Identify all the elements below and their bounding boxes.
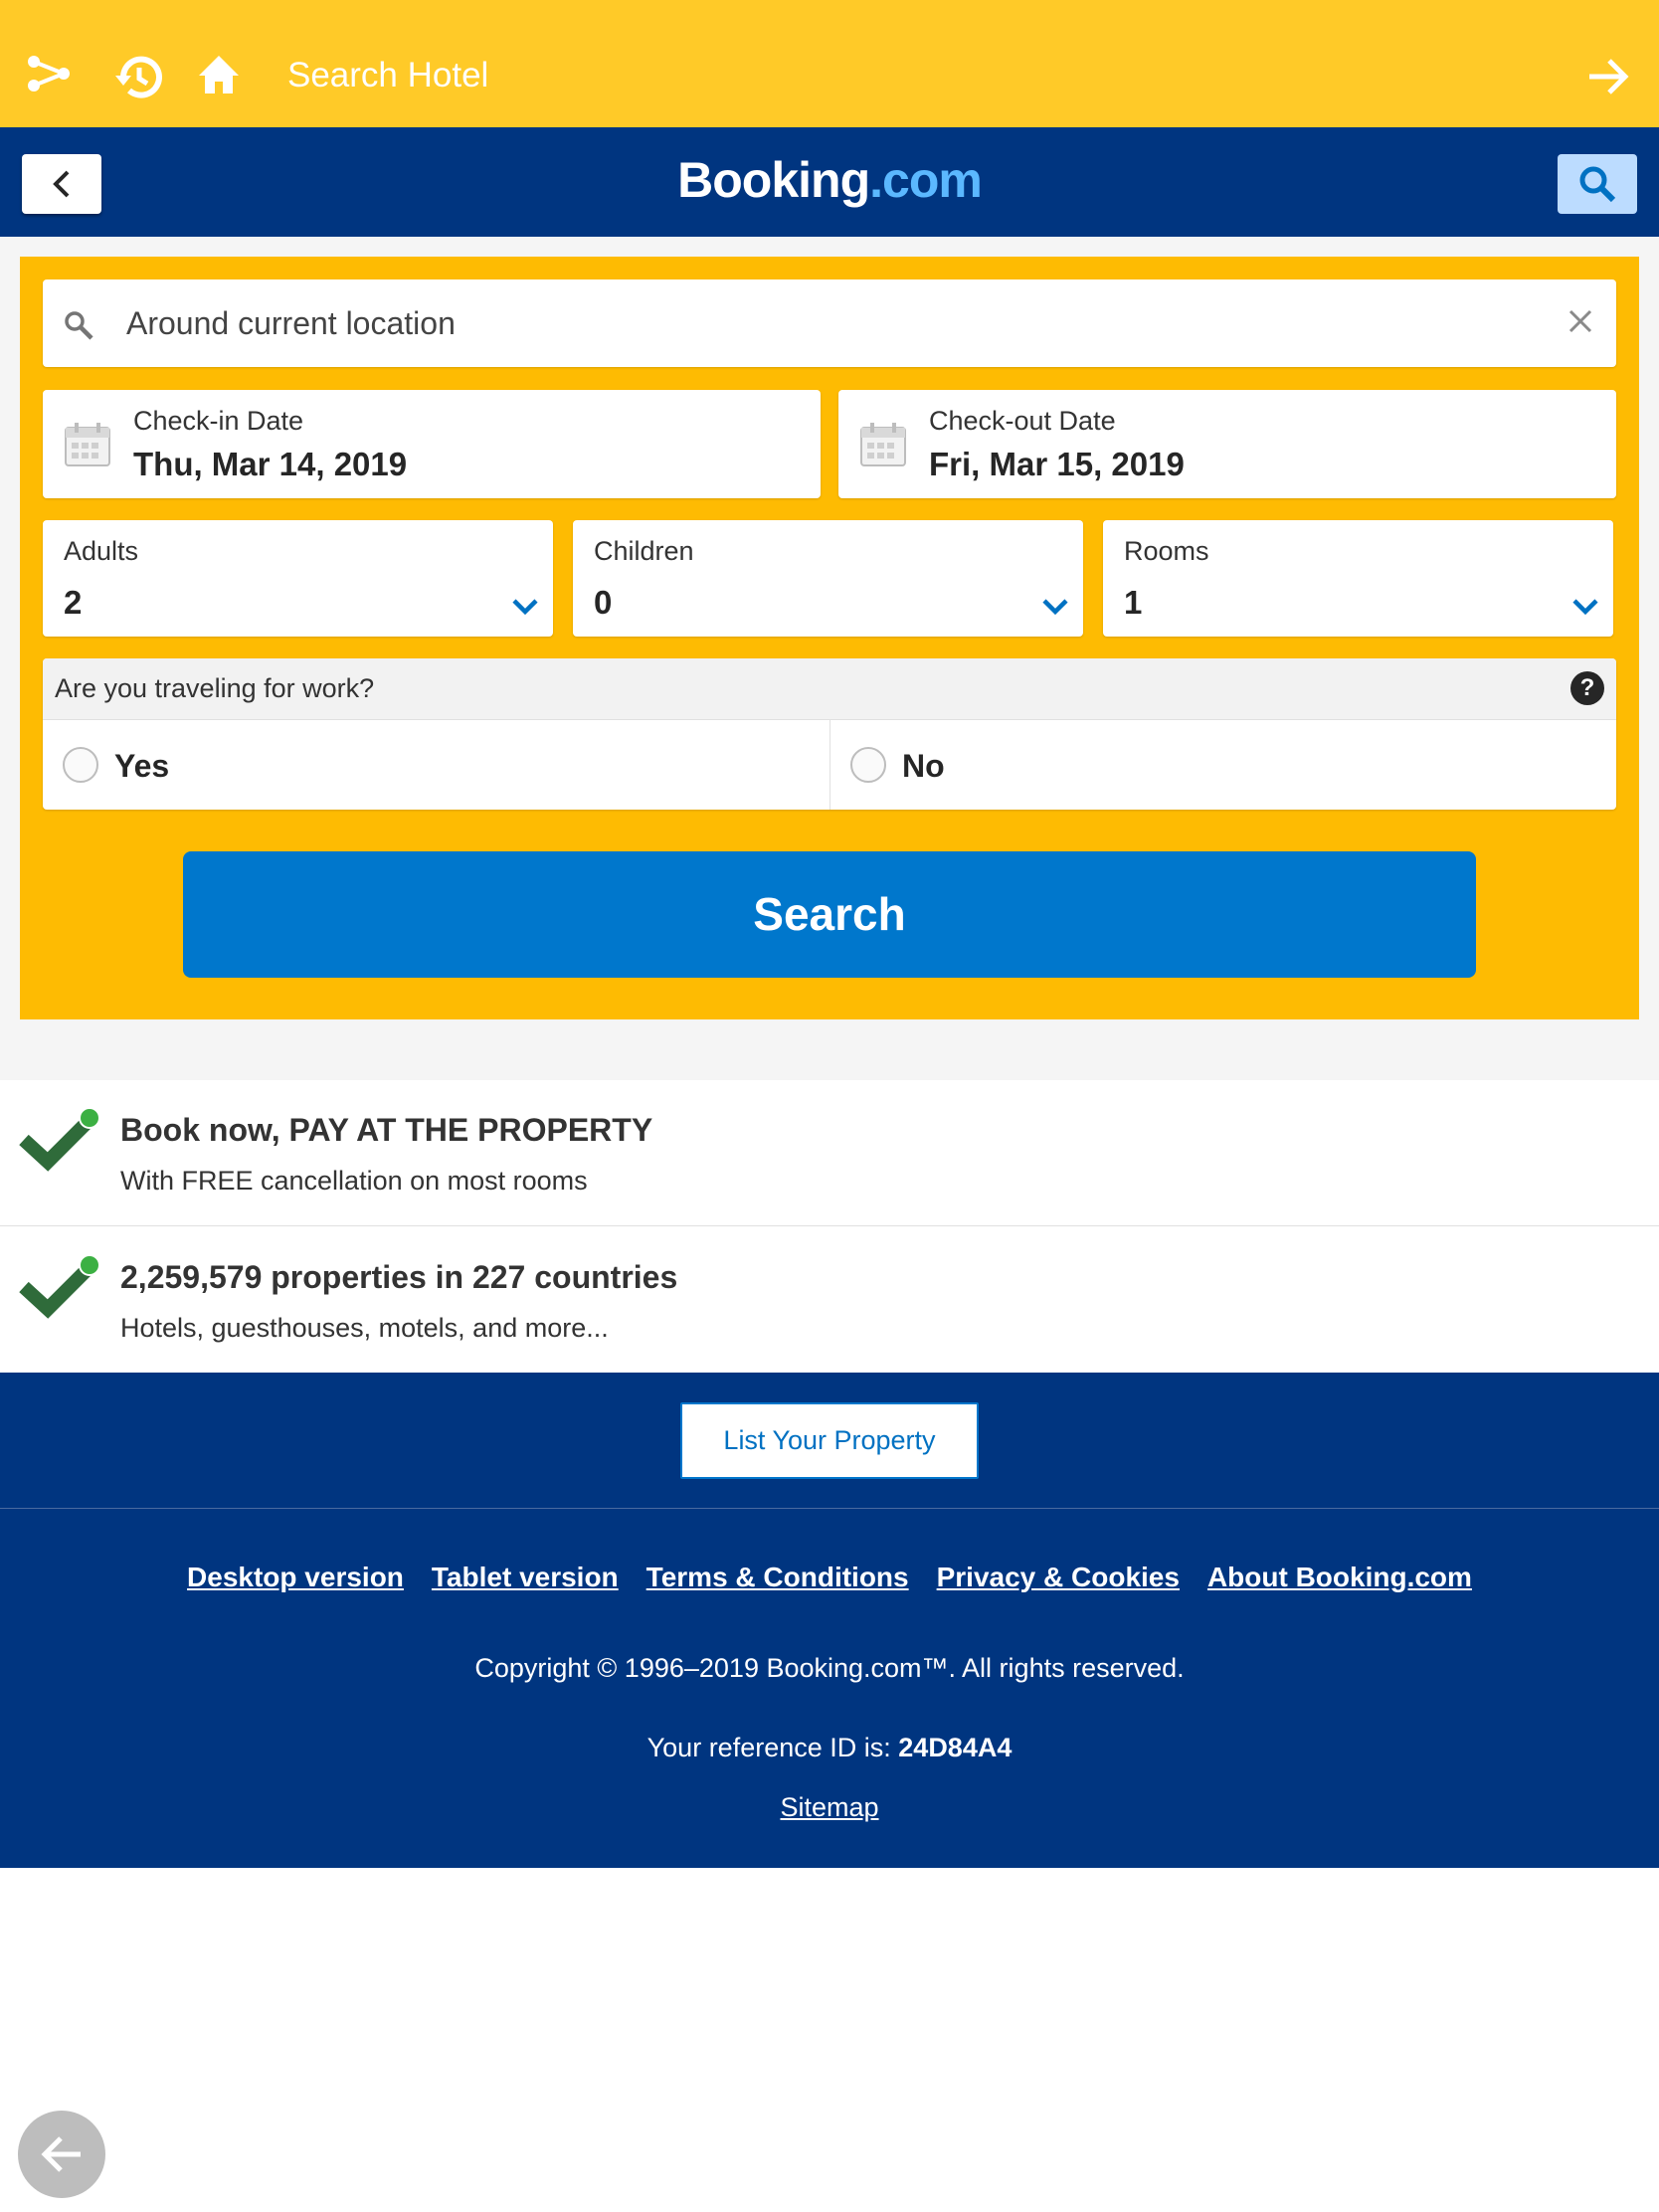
adults-select[interactable] xyxy=(43,520,553,637)
arrow-forward-icon[interactable] xyxy=(1587,58,1629,100)
help-icon[interactable]: ? xyxy=(1570,671,1604,705)
chevron-down-icon xyxy=(511,598,539,621)
benefit-pay-at-property xyxy=(0,1080,1659,1226)
benefit-properties-count xyxy=(0,1227,1659,1374)
back-fab[interactable] xyxy=(18,2111,105,2198)
link-about-booking[interactable]: About Booking.com xyxy=(1206,1562,1472,1592)
chevron-down-icon xyxy=(1571,598,1599,621)
search-icon xyxy=(63,309,94,346)
children-value: 0 xyxy=(594,584,613,621)
booking-header xyxy=(0,127,1659,237)
app-bar-title: Search Hotel xyxy=(287,56,489,94)
rooms-select[interactable] xyxy=(1103,520,1613,637)
children-label: Children xyxy=(594,536,694,566)
benefit-title: Book now, PAY AT THE PROPERTY xyxy=(120,1112,653,1148)
no-radio[interactable] xyxy=(850,747,886,783)
search-icon xyxy=(1578,165,1616,203)
checkin-value: Thu, Mar 14, 2019 xyxy=(133,446,408,482)
check-icon xyxy=(18,1253,109,1328)
work-no-option[interactable] xyxy=(830,720,1616,810)
search-button[interactable]: Search xyxy=(183,851,1476,978)
link-tablet-version[interactable]: Tablet version xyxy=(431,1562,619,1592)
rooms-label: Rooms xyxy=(1124,536,1209,566)
check-icon xyxy=(18,1106,109,1181)
checkin-label: Check-in Date xyxy=(133,406,304,436)
destination-input[interactable] xyxy=(43,279,1616,367)
no-label: No xyxy=(902,748,945,784)
footer-links xyxy=(0,1562,1659,1593)
benefit-subtitle: Hotels, guesthouses, motels, and more... xyxy=(120,1313,609,1343)
list-your-property-button[interactable]: List Your Property xyxy=(680,1402,979,1479)
rooms-value: 1 xyxy=(1124,584,1143,621)
reference-label: Your reference ID is: xyxy=(646,1733,891,1762)
calendar-icon xyxy=(63,420,112,474)
footer-divider xyxy=(0,1508,1659,1509)
checkout-label: Check-out Date xyxy=(929,406,1116,436)
calendar-icon xyxy=(858,420,908,474)
yes-radio[interactable] xyxy=(63,747,98,783)
adults-value: 2 xyxy=(64,584,83,621)
close-icon[interactable] xyxy=(1561,301,1600,346)
benefit-subtitle: With FREE cancellation on most rooms xyxy=(120,1166,588,1196)
work-yes-option[interactable] xyxy=(43,720,830,810)
reference-id-line xyxy=(0,1733,1659,1763)
work-travel-question: Are you traveling for work? xyxy=(55,673,375,703)
search-form xyxy=(20,257,1639,1019)
benefit-title: 2,259,579 properties in 227 countries xyxy=(120,1259,678,1295)
link-desktop-version[interactable]: Desktop version xyxy=(187,1562,404,1592)
share-icon[interactable] xyxy=(26,54,72,98)
app-bar xyxy=(0,0,1659,127)
home-icon[interactable] xyxy=(197,54,241,100)
history-icon[interactable] xyxy=(113,52,165,108)
reference-id: 24D84A4 xyxy=(898,1733,1013,1762)
booking-logo[interactable] xyxy=(0,151,1659,209)
sitemap-link[interactable]: Sitemap xyxy=(780,1792,879,1822)
header-search-button[interactable] xyxy=(1558,154,1637,214)
work-travel-group xyxy=(43,658,1616,810)
checkout-value: Fri, Mar 15, 2019 xyxy=(929,446,1185,482)
adults-label: Adults xyxy=(64,536,139,566)
arrow-back-icon xyxy=(39,2134,85,2174)
checkout-date-field[interactable] xyxy=(838,390,1616,498)
link-privacy-cookies[interactable]: Privacy & Cookies xyxy=(936,1562,1180,1592)
yes-label: Yes xyxy=(114,748,170,784)
work-travel-header xyxy=(43,658,1616,720)
checkin-date-field[interactable] xyxy=(43,390,821,498)
destination-value: Around current location xyxy=(126,305,456,341)
copyright: Copyright © 1996–2019 Booking.com™. All rights reserved. xyxy=(474,1653,1185,1683)
sitemap xyxy=(0,1792,1659,1823)
chevron-down-icon xyxy=(1041,598,1069,621)
link-terms-conditions[interactable]: Terms & Conditions xyxy=(645,1562,909,1592)
footer xyxy=(0,1373,1659,1868)
logo-suffix: .com xyxy=(869,152,982,208)
children-select[interactable] xyxy=(573,520,1083,637)
logo-main: Booking xyxy=(677,152,870,208)
